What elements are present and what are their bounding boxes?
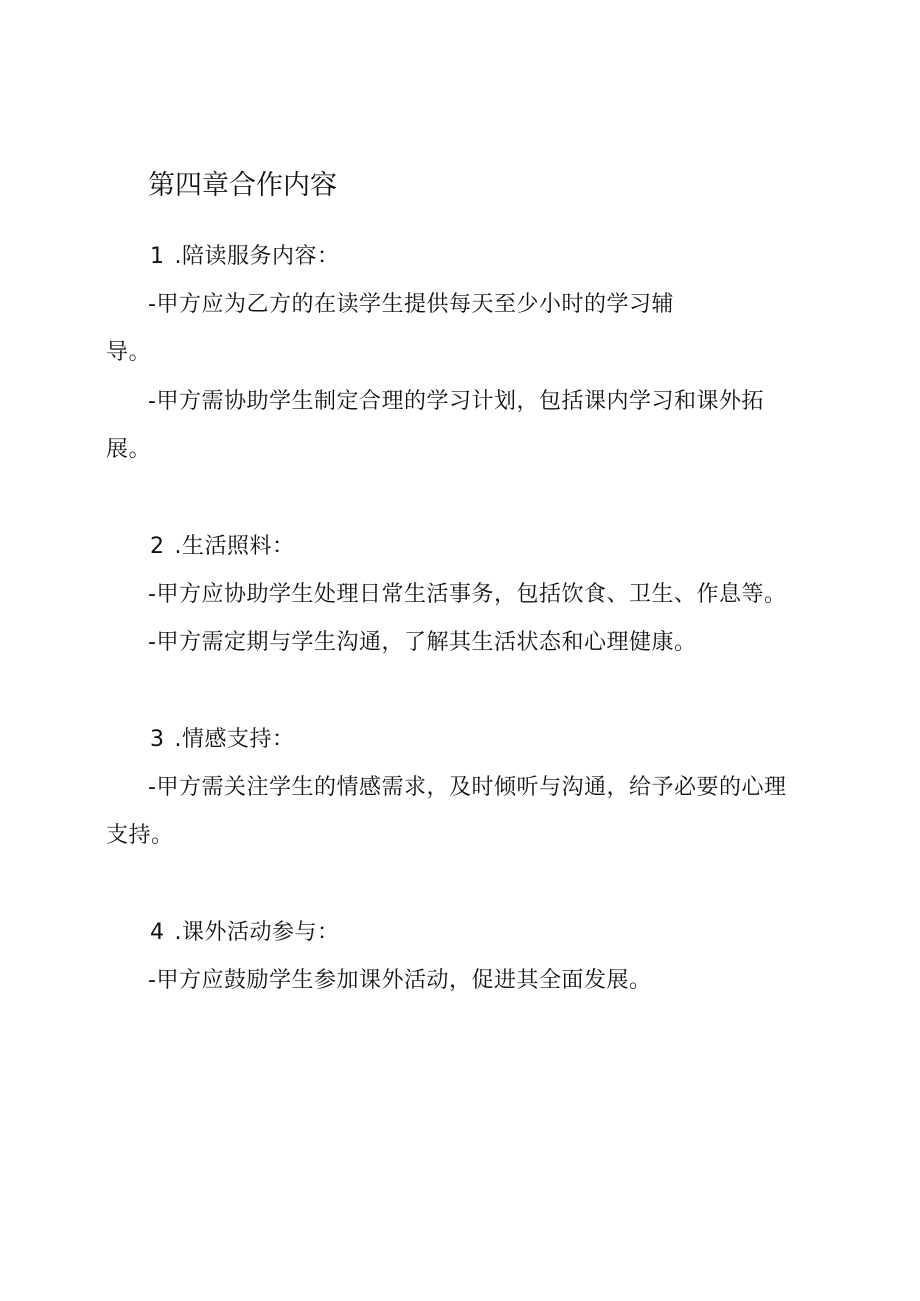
section-3-para-1-line-1: -甲方需关注学生的情感需求，及时倾听与沟通，给予必要的心理 xyxy=(148,775,787,800)
section-3-para-1-line-2: 支持。 xyxy=(106,823,174,848)
section-2-number: 2 xyxy=(150,534,165,559)
section-1-heading-text: .陪读服务内容： xyxy=(174,244,340,269)
section-1-para-1-line-2: 导。 xyxy=(106,340,152,365)
section-2-heading-text: .生活照料： xyxy=(174,534,295,559)
section-1-number: 1 xyxy=(150,244,165,269)
section-4-para-1-line-1: -甲方应鼓励学生参加课外活动，促进其全面发展。 xyxy=(148,968,652,993)
section-4-number: 4 xyxy=(150,920,165,945)
section-3-number: 3 xyxy=(150,727,165,752)
section-2-para-2-line-1: -甲方需定期与学生沟通，了解其生活状态和心理健康。 xyxy=(148,630,697,655)
chapter-title: 第四章合作内容 xyxy=(148,170,337,201)
section-4-heading-text: .课外活动参与： xyxy=(174,920,340,945)
section-3-heading-text: .情感支持： xyxy=(174,727,295,752)
section-1-para-2-line-2: 展。 xyxy=(106,437,152,462)
section-1-para-2-line-1: -甲方需协助学生制定合理的学习计划，包括课内学习和课外拓 xyxy=(148,389,764,414)
section-3-heading xyxy=(150,725,295,755)
section-2-para-1-line-1: -甲方应协助学生处理日常生活事务，包括饮食、卫生、作息等。 xyxy=(148,582,787,607)
section-1-heading xyxy=(150,242,340,272)
section-2-heading xyxy=(150,532,295,562)
section-1-para-1-line-1: -甲方应为乙方的在读学生提供每天至少小时的学习辅 xyxy=(148,292,674,317)
section-4-heading xyxy=(150,918,340,948)
